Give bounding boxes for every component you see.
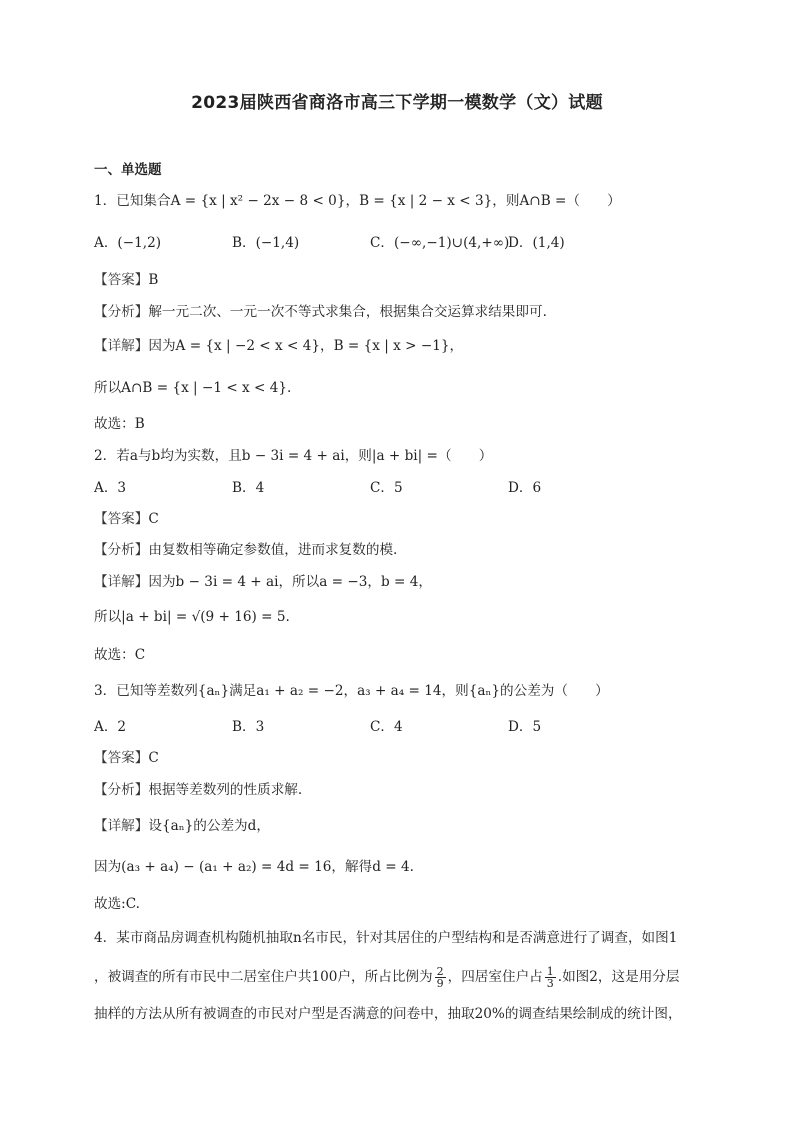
q3-option-c: C．4 bbox=[370, 719, 403, 735]
q3-option-b: B．3 bbox=[232, 719, 265, 735]
q1-answer bbox=[94, 270, 158, 290]
q1-option-d: D．(1,4) bbox=[508, 235, 565, 251]
fraction-numerator: 1 bbox=[546, 965, 554, 978]
analysis-tag: 【分析】 bbox=[94, 542, 149, 558]
q4-line-3: 抽样的方法从所有被调查的市民对户型是否满意的问卷中，抽取20%的调查结果绘制成的统计图， bbox=[94, 1006, 682, 1022]
page-title: 2023届陕西省商洛市高三下学期一模数学（文）试题 bbox=[191, 93, 603, 113]
detail-tag: 【详解】 bbox=[94, 338, 149, 354]
fraction-one-third bbox=[545, 966, 556, 989]
detail-text: 设{aₙ}的公差为d， bbox=[148, 818, 270, 834]
answer-value: C bbox=[148, 511, 159, 527]
q3-detail bbox=[94, 816, 270, 836]
q4-line-1: 4．某市商品房调查机构随机抽取n名市民，针对其居住的户型结构和是否满意进行了调查，如图1 bbox=[94, 930, 678, 946]
analysis-tag: 【分析】 bbox=[94, 782, 149, 798]
detail-tag: 【详解】 bbox=[94, 574, 149, 590]
q2-option-c: C．5 bbox=[370, 480, 403, 496]
q3-answer bbox=[94, 748, 159, 768]
analysis-tag: 【分析】 bbox=[94, 304, 149, 320]
detail-tag: 【详解】 bbox=[94, 818, 149, 834]
q2-option-d: D．6 bbox=[508, 480, 542, 496]
q1-stem: 1．已知集合A = {x | x² − 2x − 8 < 0}，B = {x | 2 − x < 3}，则A∩B =（ ） bbox=[94, 193, 621, 209]
answer-value: C bbox=[148, 750, 159, 766]
detail-text: 因为b − 3i = 4 + ai，所以a = −3，b = 4， bbox=[148, 574, 432, 590]
q2-detail-2: 所以|a + bi| = √(9 + 16) = 5. bbox=[94, 609, 290, 625]
q1-option-b: B．(−1,4) bbox=[232, 235, 300, 251]
q4-line-2-part-b: ，四居室住户占 bbox=[447, 969, 543, 985]
fraction-denominator: 3 bbox=[546, 977, 554, 990]
detail-text: 因为A = {x | −2 < x < 4}，B = {x | x > −1}， bbox=[148, 338, 464, 354]
answer-tag: 【答案】 bbox=[94, 272, 149, 288]
q3-detail-2: 因为(a₃ + a₄) − (a₁ + a₂) = 4d = 16，解得d = 4. bbox=[94, 859, 414, 875]
q4-line-2-part-c: .如图2，这是用分层 bbox=[557, 969, 680, 985]
q1-detail bbox=[94, 336, 463, 356]
q3-option-a: A．2 bbox=[94, 719, 127, 735]
q1-option-a: A．(−1,2) bbox=[94, 235, 162, 251]
q1-option-c: C．(−∞,−1)∪(4,+∞) bbox=[370, 235, 510, 251]
q3-stem: 3．已知等差数列{aₙ}满足a₁ + a₂ = −2，a₃ + a₄ = 14，则{aₙ}的公差为（ ） bbox=[94, 683, 609, 699]
q4-line-2 bbox=[94, 962, 680, 992]
q2-stem: 2．若a与b均为实数，且b − 3i = 4 + ai，则|a + bi| =（ ） bbox=[94, 448, 493, 464]
q4-line-2-part-a: ，被调查的所有市民中二居室住户共100户，所占比例为 bbox=[94, 969, 433, 985]
answer-tag: 【答案】 bbox=[94, 750, 149, 766]
q2-choose: 故选：C bbox=[94, 647, 146, 663]
analysis-text: 根据等差数列的性质求解. bbox=[148, 782, 303, 798]
q3-choose: 故选:C. bbox=[94, 896, 141, 912]
q3-option-d: D．5 bbox=[508, 719, 542, 735]
q1-choose: 故选：B bbox=[94, 416, 145, 432]
q2-option-a: A．3 bbox=[94, 480, 127, 496]
answer-tag: 【答案】 bbox=[94, 511, 149, 527]
q1-detail-2: 所以A∩B = {x | −1 < x < 4}. bbox=[94, 380, 292, 396]
analysis-text: 解一元二次、一元一次不等式求集合，根据集合交运算求结果即可. bbox=[148, 304, 547, 320]
q2-analysis bbox=[94, 540, 397, 560]
q1-analysis bbox=[94, 302, 547, 322]
answer-value: B bbox=[148, 272, 159, 288]
fraction-two-ninths bbox=[435, 966, 446, 989]
q2-option-b: B．4 bbox=[232, 480, 265, 496]
analysis-text: 由复数相等确定参数值，进而求复数的模. bbox=[148, 542, 398, 558]
fraction-numerator: 2 bbox=[436, 965, 444, 978]
q2-detail bbox=[94, 572, 432, 592]
section-heading: 一、单选题 bbox=[94, 162, 162, 178]
q2-answer bbox=[94, 509, 159, 529]
fraction-denominator: 9 bbox=[436, 977, 444, 990]
q3-analysis bbox=[94, 780, 302, 800]
